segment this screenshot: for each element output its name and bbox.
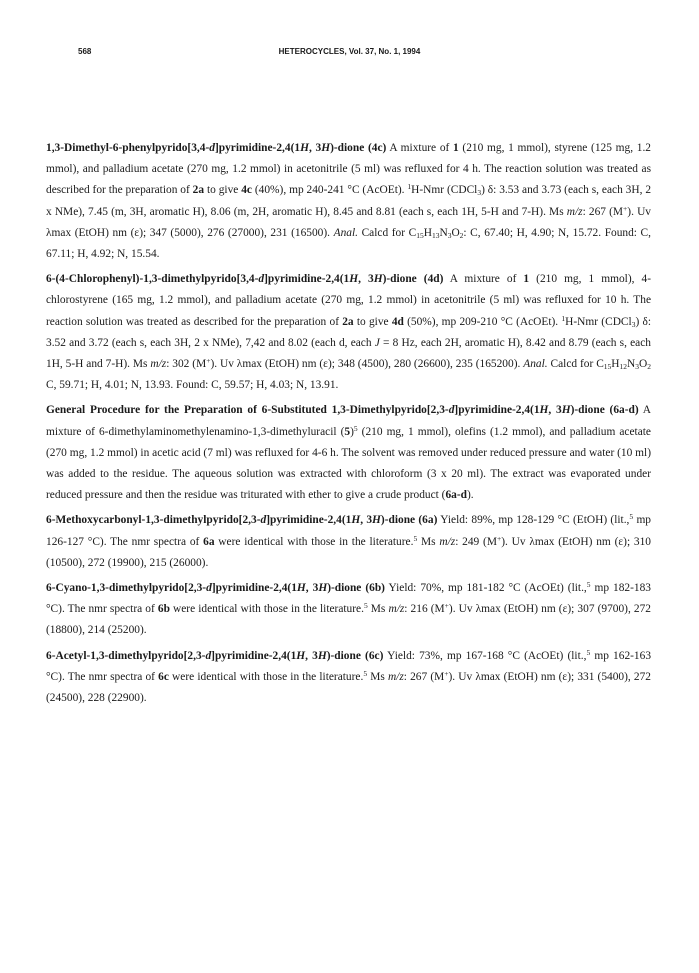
- compound-heading-6a: 6-Methoxycarbonyl-1,3-dimethylpyrido[2,3-d]pyrimidine-2,4(1H, 3H)-dione (6a): [46, 514, 438, 527]
- compound-heading-4c: 1,3-Dimethyl-6-phenylpyrido[3,4-d]pyrimidine-2,4(1H, 3H)-dione (4c): [46, 142, 387, 154]
- paragraph-4c: 1,3-Dimethyl-6-phenylpyrido[3,4-d]pyrimidine-2,4(1H, 3H)-dione (4c) A mixture of 1 (210 mg, 1 mmol), styrene (125 mg, 1.2 mmol), and palladium acetate (270 mg, 1.2 mmol) in acetonitrile (5 ml) was refluxed for 4 h. The reaction solution was treated as described for the preparation of 2a to give 4c (40%), mp 240-241 °C (AcOEt). $^1$H-Nmr (CDCl$_3$) δ: 3.53 and 3.73 (each s, each 3H, 2 x NMe), 7.45 (m, 3H, aromatic H), 8.06 (m, 2H, aromatic H), 8.45 and 8.81 (each s, each 1H, 5-H and 7-H). Ms m/z: 267 (M+). Uv λmax (EtOH) nm (ε); 347 (5000), 276 (27000), 231 (16500). Anal. Calcd for $C_{15}H_{13}N_3O_2$: C, 67.40; H, 4.90; N, 15.72. Found: C, 67.11; H, 4.92; N, 15.54.: [46, 142, 652, 261]
- paragraph-6b: 6-Cyano-1,3-dimethylpyrido[2,3-d]pyrimidine-2,4(1H, 3H)-dione (6b) Yield: 70%, mp 181-182 °C (AcOEt) (lit.,$^5$ mp 182-183 °C). The nmr spectra of 6b were identical with those in the literature.$^5$ Ms m/z: 216 (M+). Uv λmax (EtOH) nm (ε); 307 (9700), 272 (18800), 214 (25200).: [46, 580, 652, 637]
- paragraph-4d: 6-(4-Chlorophenyl)-1,3-dimethylpyrido[3,4-d]pyrimidine-2,4(1H, 3H)-dione (4d) A mixture of 1 (210 mg, 1 mmol), 4-chlorostyrene (165 mg, 1.2 mmol), and palladium acetate (270 mg, 1.2 mmol) in acetonitrile (5 ml) was refluxed for 10 h. The reaction solution was treated as described for the preparation of 2a to give 4d (50%), mp 209-210 °C (AcOEt). $^1$H-Nmr (CDCl$_3$) δ: 3.52 and 3.72 (each s, each 3H, 2 x NMe), 7,42 and 8.02 (each d, each J = 8 Hz, each 2H, aromatic H), 8.42 and 8.79 (each s, each 1H, 5-H and 7-H). Ms m/z: 302 (M+). Uv λmax (EtOH) nm (ε); 348 (4500), 280 (26600), 235 (165200). Anal. Calcd for $C_{15}H_{12}N_3O_2$ C, 59.71; H, 4.01; N, 13.93. Found: C, 59.57; H, 4.03; N, 13.91.: [46, 273, 652, 392]
- page-number: 568: [78, 47, 92, 56]
- paragraph-general-procedure: General Procedure for the Preparation of 6-Substituted 1,3-Dimethylpyrido[2,3-d]pyrimidine-2,4(1H, 3H)-dione (6a-d) A mixture of 6-dimethylaminomethylenamino-1,3-dimethyluracil $(5)^5$ (210 mg, 1 mmol), olefins (1.2 mmol), and palladium acetate (270 mg, 1.2 mmol) in acetic acid (7 ml) was refluxed for 4-6 h. The solvent was removed under reduced pressure and water (10 ml) was added to the residue. The aqueous solution was extracted with chloroform (3 x 20 ml). The extract was evaporated under reduced pressure and then the residue was triturated with ether to give a crude product (6a-d).: [46, 404, 651, 502]
- paragraph-6a: 6-Methoxycarbonyl-1,3-dimethylpyrido[2,3-d]pyrimidine-2,4(1H, 3H)-dione (6a) Yield: 89%, mp 128-129 °C (EtOH) (lit.,$^5$ mp 126-127 °C). The nmr spectra of 6a were identical with those in the literature.$^5$ Ms m/z: 249 (M+). Uv λmax (EtOH) nm (ε); 310 (10500), 272 (19900), 215 (26000).: [46, 512, 652, 569]
- compound-heading-4d: 6-(4-Chlorophenyl)-1,3-dimethylpyrido[3,4-d]pyrimidine-2,4(1H, 3H)-dione (4d): [46, 273, 444, 286]
- journal-header: HETEROCYCLES, Vol. 37, No. 1, 1994: [278, 47, 421, 56]
- compound-heading-6b: 6-Cyano-1,3-dimethylpyrido[2,3-d]pyrimidine-2,4(1H, 3H)-dione (6b): [46, 582, 385, 595]
- compound-heading-6c: 6-Acetyl-1,3-dimethylpyrido[2,3-d]pyrimidine-2,4(1H, 3H)-dione (6c): [46, 649, 384, 662]
- paragraph-6c: 6-Acetyl-1,3-dimethylpyrido[2,3-d]pyrimidine-2,4(1H, 3H)-dione (6c) Yield: 73%, mp 167-168 °C (AcOEt) (lit.,$^5$ mp 162-163 °C). The nmr spectra of 6c were identical with those in the literature.$^5$ Ms m/z: 267 (M+). Uv λmax (EtOH) nm (ε); 331 (5400), 272 (24500), 228 (22900).: [46, 647, 652, 705]
- article-body: [46, 138, 651, 713]
- running-header: [0, 47, 699, 61]
- general-procedure-heading: General Procedure for the Preparation of 6-Substituted 1,3-Dimethylpyrido[2,3-d]pyrimidine-2,4(1H, 3H)-dione (6a-d): [46, 404, 639, 417]
